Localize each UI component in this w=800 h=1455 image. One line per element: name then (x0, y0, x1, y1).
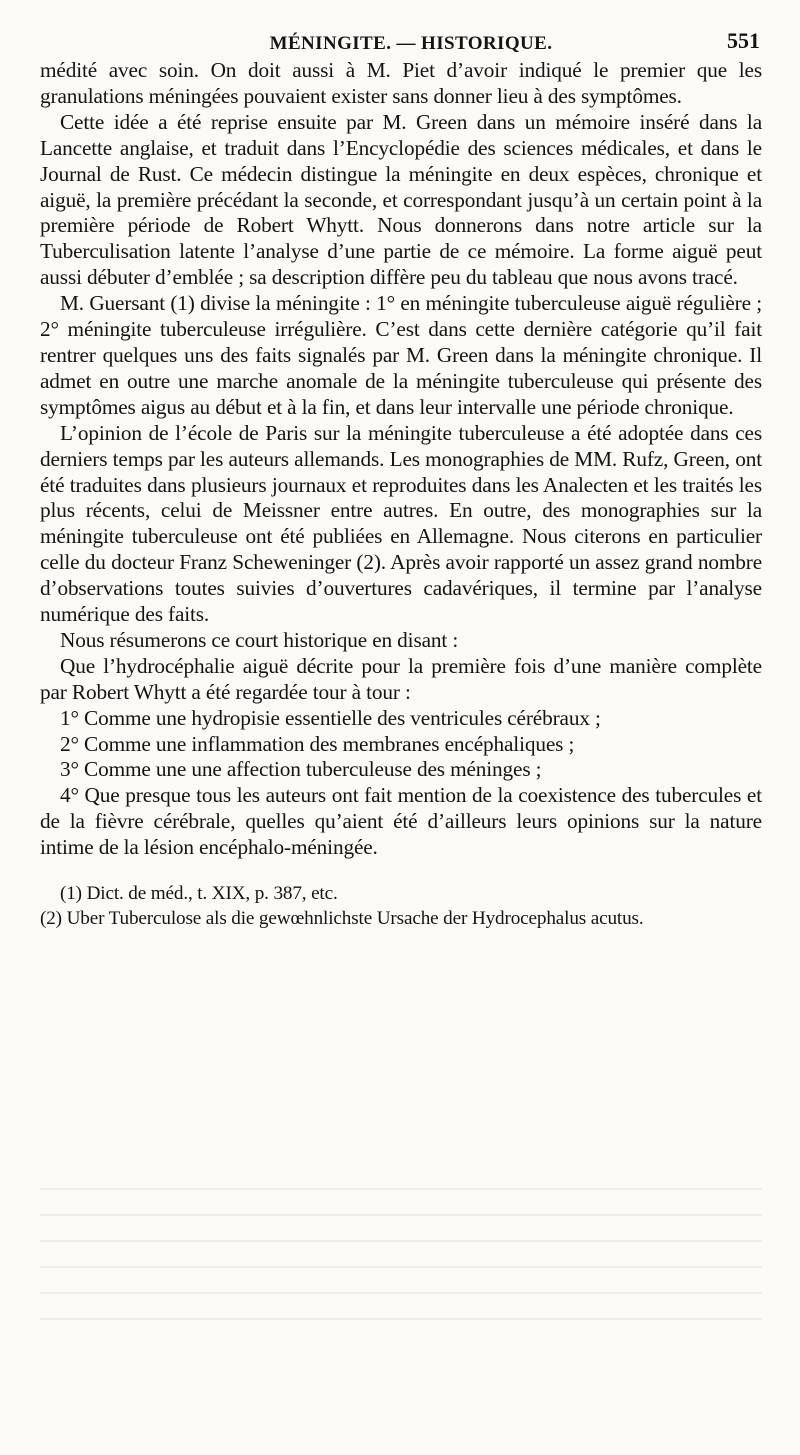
list-item: 3° Comme une une affection tuberculeuse des méninges ; (60, 757, 542, 782)
paragraph: M. Guersant (1) divise la méningite : 1° en méningite tuberculeuse aiguë régulière ; 2° méningite tuberculeuse irrégulière. C’est dans cette dernière catégorie qu’il fait rentrer quelques uns des faits signalés par M. Green dans la méningite chronique. Il admet en outre une marche anomale de la méningite tuberculeuse qui présente des symptômes aigus au début et à la fin, et dans leur intervalle une période chronique. (40, 291, 762, 419)
page (40, 30, 762, 931)
footnotes (40, 882, 762, 931)
footnote: (1) Dict. de méd., t. XIX, p. 387, etc. (60, 883, 338, 905)
paragraph: Cette idée a été reprise ensuite par M. Green dans un mémoire inséré dans la Lancette anglaise, et traduit dans l’Encyclopédie des sciences médicales, et dans le Journal de Rust. Ce médecin distingue la méningite en deux espèces, chronique et aiguë, la première précédant la seconde, et correspondant jusqu’à un certain point à la première période de Robert Whytt. Nous donnerons dans notre article sur la Tuberculisation latente l’analyse d’une partie de ce mémoire. La forme aiguë peut aussi débuter d’emblée ; sa description diffère peu du tableau que nous avons tracé. (40, 109, 762, 290)
paragraph: Que l’hydrocéphalie aiguë décrite pour la première fois d’une manière complète par Robert Whytt a été regardée tour à tour : (40, 653, 762, 704)
paragraph: L’opinion de l’école de Paris sur la méningite tuberculeuse a été adoptée dans ces derniers temps par les auteurs allemands. Les monographies de MM. Rufz, Green, ont été traduites dans plusieurs journaux et reproduites dans les Analecten et les traités les plus récents, celui de Meissner entre autres. En outre, des monographies sur la méningite tuberculeuse ont été publiées en Allemagne. Nous citerons en particulier celle du docteur Franz Scheweninger (2). Après avoir rapporté un assez grand nombre d’observations toutes suivies d’ouvertures cadavériques, il termine par l’analyse numérique des faits. (40, 420, 762, 627)
footnote: (2) Uber Tuberculose als die gewœhnlichste Ursache der Hydrocephalus acutus. (40, 907, 644, 929)
paragraph: Nous résumerons ce court historique en disant : (60, 627, 459, 652)
running-header (40, 30, 762, 58)
list-item: 4° Que presque tous les auteurs ont fait mention de la coexistence des tubercules et de la fièvre cérébrale, quelles qu’aient été d’ailleurs leurs opinions sur la nature intime de la lésion encéphalo-méningée. (40, 783, 762, 860)
paragraph: médité avec soin. On doit aussi à M. Piet d’avoir indiqué le premier que les granulations méningées pouvaient exister sans donner lieu à des symptômes. (40, 58, 762, 108)
list-item: 2° Comme une inflammation des membranes encéphaliques ; (60, 731, 575, 756)
body-text (40, 58, 762, 861)
running-title: MÉNINGITE. — HISTORIQUE. (269, 33, 553, 54)
show-through-texture (40, 1180, 762, 1320)
list-item: 1° Comme une hydropisie essentielle des ventricules cérébraux ; (60, 705, 601, 730)
page-number: 551 (727, 28, 760, 53)
